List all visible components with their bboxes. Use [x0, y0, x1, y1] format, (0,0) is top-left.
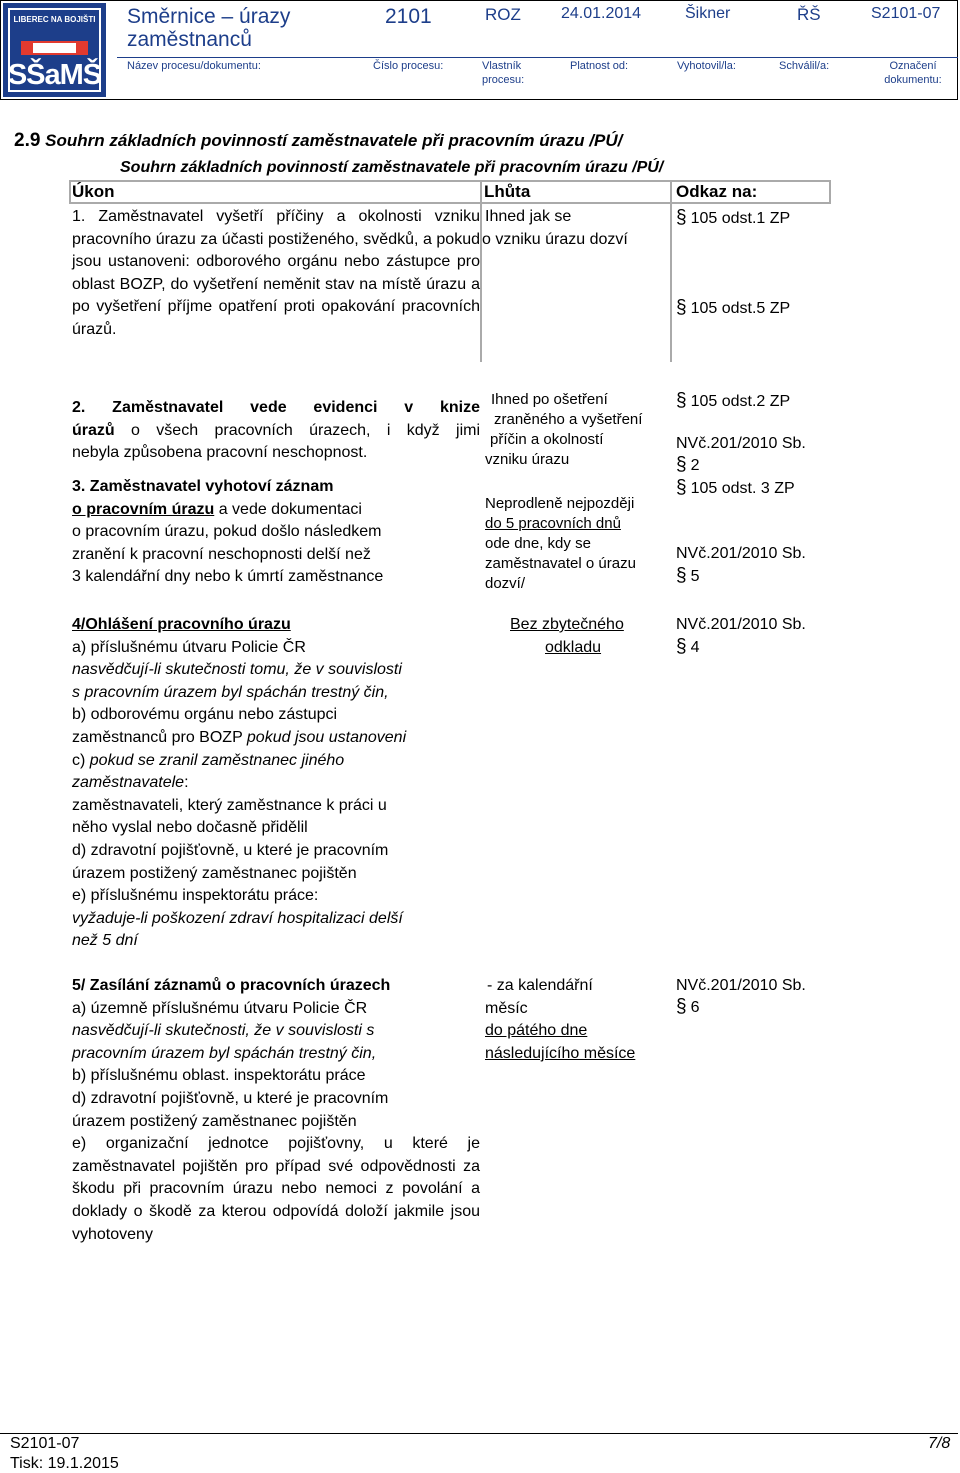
row3-reference-1: § 105 odst. 3 ZP [676, 477, 795, 498]
label-owner: Vlastník procesu: [482, 60, 525, 86]
row3-reference-3: § 5 [676, 565, 700, 586]
process-owner: ROZ [485, 5, 521, 24]
process-name: Směrnice – úrazy zaměstnanců [127, 5, 291, 51]
document-code: S2101-07 [871, 5, 941, 22]
section-number: 2.9 [14, 130, 41, 151]
row1-task-text: 1. Zaměstnavatel vyšetří příčiny a okolnosti vzniku pracovního úrazu za účasti postiženého, svědků, a pokud jsou ustanoveni: odborového orgánu nebo zástupce pro oblast BOZP, do vyšetření neměnit stav na místě úrazu a po vyšetření příjme opatření proti opakování pracovních úrazů. [72, 208, 480, 338]
process-number: 2101 [385, 5, 432, 28]
row2-reference-1: § 105 odst.2 ZP [676, 390, 791, 411]
row2-deadline-line4: vzniku úrazu [485, 451, 570, 468]
row4-reference-2: § 4 [676, 636, 700, 657]
row3-task-text: 3. Zaměstnavatel vyhotoví záznam o pracovním úrazu a vede dokumentaci o pracovním úrazu, pokud došlo následkem zranění k pracovní neschopnosti delší než 3 kalendářní dny nebo k úmrtí zaměstnance [72, 478, 384, 586]
school-logo [3, 3, 106, 97]
section-title [14, 130, 622, 152]
valid-from: 24.01.2014 [561, 5, 642, 22]
footer-print-date: Tisk: 19.1.2015 [10, 1455, 119, 1472]
row4-task-text: 4/Ohlášení pracovního úrazu a) příslušnému útvaru Policie ČR nasvědčují-li skutečnosti tomu, že v souvislosti s pracovním úrazem byl spáchán trestný čin, b) odborovému orgánu nebo zástupci zaměstnanců pro BOZP pokud jsou ustanoveni c) pokud se zranil zaměstnanec jiného zaměstnavatele: zaměstnavateli, který zaměstnance k práci u něho vyslal nebo dočasně přidělil d) zdravotní pojišťovně, u které je pracovním úrazem postižený zaměstnanec pojištěn e) příslušnému inspektorátu práce: vyžaduje-li poškození zdraví hospitalizaci delší než 5 dní [72, 616, 407, 950]
label-process-number: Číslo procesu: [373, 60, 444, 72]
row5-task-text: 5/ Zasílání záznamů o pracovních úrazech a) územně příslušnému útvaru Policie ČR nasvědčují-li skutečnosti, že v souvislosti s pracovním úrazem byl spáchán trestný čin, b) příslušnému oblast. inspektorátu práce d) zdravotní pojišťovně, u které je pracovním úrazem postižený zaměstnanec pojištěn e) organizační jednotce pojišťovny, u které je zaměstnavatel pojištěn pro případ své odpovědnosti za škodu při pracovním úrazu nebo nemoci z povolání a doklady o škodě za kterou odpovídá doloží jakmile jsou vyhotoveny [72, 977, 480, 1243]
row3-deadline-line5: dozví/ [485, 575, 526, 592]
column-header-lhuta: Lhůta [484, 182, 531, 201]
section-sign-icon: § [676, 636, 687, 657]
label-created-by: Vyhotovil/la: [677, 60, 736, 72]
column-header-odkaz: Odkaz na: [676, 182, 758, 201]
label-valid-from: Platnost od: [570, 60, 629, 72]
row3-deadline-line4: zaměstnavatel o úrazu [485, 555, 636, 572]
section-sign-icon: § [676, 565, 687, 586]
row5-reference-2: § 6 [676, 996, 700, 1017]
row4-reference-1: NVč.201/2010 Sb. [676, 616, 806, 633]
logo-main-text: SŠaMŠ [7, 59, 102, 91]
row2-reference-2: NVč.201/2010 Sb. [676, 435, 806, 452]
created-by: Šikner [685, 5, 731, 22]
row3-deadline-line3: ode dne, kdy se [485, 535, 591, 552]
section-sign-icon: § [676, 390, 687, 411]
section-sign-icon: § [676, 477, 687, 498]
row5-deadline-line2: měsíc [485, 1000, 528, 1017]
row3-deadline-line1: Neprodleně nejpozději [485, 495, 635, 512]
row2-deadline-line3: příčin a okolností [490, 431, 604, 448]
row5-reference-1: NVč.201/2010 Sb. [676, 977, 806, 994]
row3-reference-2: NVč.201/2010 Sb. [676, 545, 806, 562]
row2-task-text: 2. Zaměstnavatel vede evidenci v knize úrazů o všech pracovních úrazech, i když jimi nebyla způsobena pracovní neschopnost. [72, 399, 481, 462]
row3-deadline-line2: do 5 pracovních dnů [485, 515, 621, 532]
row2-deadline-line1: Ihned po ošetření [491, 391, 608, 408]
row1-deadline-line2: o vzniku úrazu dozví [482, 231, 628, 248]
row1-reference-1: § 105 odst.1 ZP [676, 207, 791, 228]
label-process-name: Název procesu/dokumentu: [127, 60, 261, 72]
logo-top-text: LIBEREC NA BOJIŠTI [13, 15, 96, 24]
row2-deadline-line2: zraněného a vyšetření [494, 411, 643, 428]
row5-deadline-line3: do pátého dne [485, 1022, 588, 1039]
section-sign-icon: § [676, 996, 687, 1017]
label-document-code: Označení dokumentu: [884, 60, 942, 86]
row5-deadline-line4: následujícího měsíce [485, 1045, 636, 1062]
footer-page-number: 7/8 [928, 1435, 951, 1452]
document-header [0, 0, 958, 100]
section-sign-icon: § [676, 207, 687, 228]
row1-reference-2: § 105 odst.5 ZP [676, 297, 791, 318]
row2-reference-3: § 2 [676, 454, 700, 475]
footer-document-code: S2101-07 [10, 1435, 80, 1452]
section-sign-icon: § [676, 454, 687, 475]
row5-deadline-line1: - za kalendářní [487, 977, 593, 994]
row4-deadline-line1: Bez zbytečného [510, 616, 624, 633]
section-sign-icon: § [676, 297, 687, 318]
section-title-text: Souhrn základních povinností zaměstnavatele při pracovním úrazu /PÚ/ [45, 131, 623, 150]
approved-by: ŘŠ [797, 5, 821, 24]
row1-deadline-line1: Ihned jak se [485, 208, 572, 225]
row4-deadline-line2: odkladu [545, 639, 602, 656]
table-subtitle: Souhrn základních povinností zaměstnavatele při pracovním úrazu /PÚ/ [120, 159, 664, 176]
column-header-ukon: Úkon [72, 182, 115, 201]
label-approved-by: Schválil/a: [779, 60, 830, 72]
